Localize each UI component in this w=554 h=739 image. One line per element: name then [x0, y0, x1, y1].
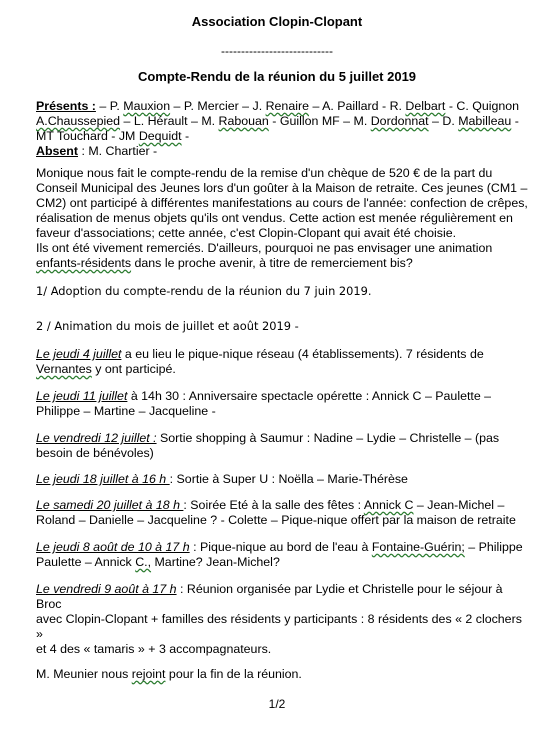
paragraph-line: Conseil Municipal des Jeunes lors d'un goûter à la Maison de retraite. Ces jeunes (CM1 –: [36, 181, 528, 195]
present-name: Rabouan: [218, 114, 269, 128]
event-date: Le jeudi 8 août de 10 à 17 h: [36, 540, 190, 554]
absent-line: [36, 144, 528, 159]
paragraph-line: Ils ont été vivement remerciés. D'ailleurs, pourquoi ne pas envisager une animation: [36, 241, 493, 255]
event-item: [36, 498, 528, 528]
closing-line: [36, 667, 528, 682]
event-line: et 4 des « tamaris » + 3 accompagnateurs.: [36, 642, 272, 656]
title-separator: ----------------------------: [221, 44, 333, 58]
event-line: Philippe – Martine – Jacqueline -: [36, 404, 216, 418]
event-line: [36, 362, 528, 377]
paragraph-line: Monique nous fait le compte-rendu de la remise d'un chèque de 520 € de la part du: [36, 166, 493, 180]
event-line: [36, 582, 528, 612]
present-text: - C. Quignon: [445, 99, 520, 113]
event-item: [36, 582, 528, 657]
present-text: -: [181, 129, 190, 143]
event-date: Le vendredi 12 juillet :: [36, 431, 157, 445]
event-text: : Sortie à Super U : Noëlla – Marie-Thérèse: [169, 472, 408, 486]
document-title: Association Clopin-Clopant: [191, 14, 363, 29]
event-text: : Pique-nique au bord de l'eau à: [189, 540, 372, 554]
event-line: besoin de bénévoles): [36, 446, 154, 460]
event-date: Le jeudi 18 juillet à 16 h: [36, 472, 170, 486]
event-line: [36, 555, 528, 570]
flagged-word: Fontaine-Guérin;: [371, 540, 465, 554]
event-line: [36, 540, 528, 555]
event-line: [36, 389, 528, 404]
event-text: Paulette – Annick: [36, 555, 136, 569]
agenda-point-2: 2 / Animation du mois de juillet et août 2019 -: [36, 319, 299, 333]
flagged-word: Annick C: [363, 498, 414, 512]
event-line: [36, 472, 528, 487]
flagged-word: Vernantes: [36, 362, 92, 376]
event-item: [36, 431, 528, 461]
paragraph-line: [36, 256, 528, 271]
page-number: 1/2: [268, 697, 286, 711]
event-text: Sortie shopping à Saumur : Nadine – Lydie – Christelle – (pas: [156, 431, 500, 445]
event-text: – Philippe: [464, 540, 523, 554]
present-text: – P.: [95, 99, 124, 113]
paragraph-text: dans le proche avenir, à titre de remerciement bis?: [131, 256, 413, 270]
present-name: Dordonnat: [370, 114, 429, 128]
closing-text: pour la fin de la réunion.: [165, 667, 302, 681]
event-text: Martine? Jean-Michel?: [151, 555, 280, 569]
present-name: Delbart: [405, 99, 446, 113]
event-date: Le jeudi 11 juillet: [36, 389, 128, 403]
event-text: à 14h 30 : Anniversaire spectacle opérette : Annick C – Paulette –: [127, 389, 492, 403]
event-date: Le jeudi 4 juillet: [36, 347, 122, 361]
event-line: [36, 347, 528, 362]
event-text: : Soirée Eté à la salle des fêtes :: [183, 498, 364, 512]
event-line: [36, 431, 528, 446]
event-line: avec Clopin-Clopant + familles des résidents y participants : 8 résidents des « 2 clochers »: [36, 612, 522, 641]
present-text: - Guillon MF – M.: [268, 114, 371, 128]
present-label: Présents :: [36, 99, 96, 113]
present-text: – L. Hérault – M.: [120, 114, 219, 128]
flagged-word: enfants-résidents: [36, 256, 132, 270]
event-text: – Jean-Michel –: [413, 498, 505, 512]
event-item: [36, 540, 528, 570]
paragraph-line: réalisation de menus objets qu'ils ont vendus. Cette action est menée régulièrement en: [36, 211, 513, 225]
event-text: : Réunion organisée par Lydie et Christelle pour le séjour à Broc: [36, 582, 503, 611]
present-line: [36, 114, 528, 129]
present-name: A.Chaussepied: [36, 114, 121, 128]
present-line: [36, 99, 528, 114]
absent-label: Absent: [36, 144, 78, 158]
present-name: Dequidt: [138, 129, 182, 143]
absent-text: : M. Chartier -: [78, 144, 158, 158]
event-line: [36, 498, 528, 513]
event-date: Le samedi 20 juillet à 18 h: [36, 498, 184, 512]
event-line: Roland – Danielle – Jacqueline ? - Colette – Pique-nique offert par la maison de retraite: [36, 513, 516, 527]
event-item: [36, 472, 528, 487]
event-text: a eu lieu le pique-nique réseau (4 établissements). 7 résidents de: [121, 347, 484, 361]
event-item: [36, 389, 528, 419]
event-text: y ont participé.: [91, 362, 176, 376]
present-line: [36, 129, 528, 144]
present-text: – D.: [428, 114, 459, 128]
event-date: Le vendredi 9 août à 17 h: [36, 582, 177, 596]
present-text: – P. Mercier – J.: [170, 99, 266, 113]
closing-text: M. Meunier nous: [36, 667, 132, 681]
agenda-point-1: 1/ Adoption du compte-rendu de la réunion du 7 juin 2019.: [36, 284, 372, 298]
paragraph-line: CM2) ont participé à différentes manifestations au cours de l'année: confection de crêpes,: [36, 196, 528, 210]
present-name: Renaire: [265, 99, 309, 113]
meeting-subtitle: Compte-Rendu de la réunion du 5 juillet 2019: [137, 69, 417, 84]
present-text: -: [511, 114, 519, 128]
present-name: Mauxion: [123, 99, 171, 113]
present-text: MT Touchard - JM: [36, 129, 139, 143]
present-text: – A. Paillard - R.: [309, 99, 406, 113]
paragraph-line: faveur d'associations; cette année, c'est Clopin-Clopant qui avait été choisie.: [36, 226, 457, 240]
flagged-word: rejoint: [131, 667, 166, 681]
present-name: Mabilleau: [458, 114, 512, 128]
attendance-section: [36, 99, 528, 159]
intro-paragraph: [36, 166, 528, 271]
flagged-word: C.,: [135, 555, 152, 569]
event-item: [36, 347, 528, 377]
